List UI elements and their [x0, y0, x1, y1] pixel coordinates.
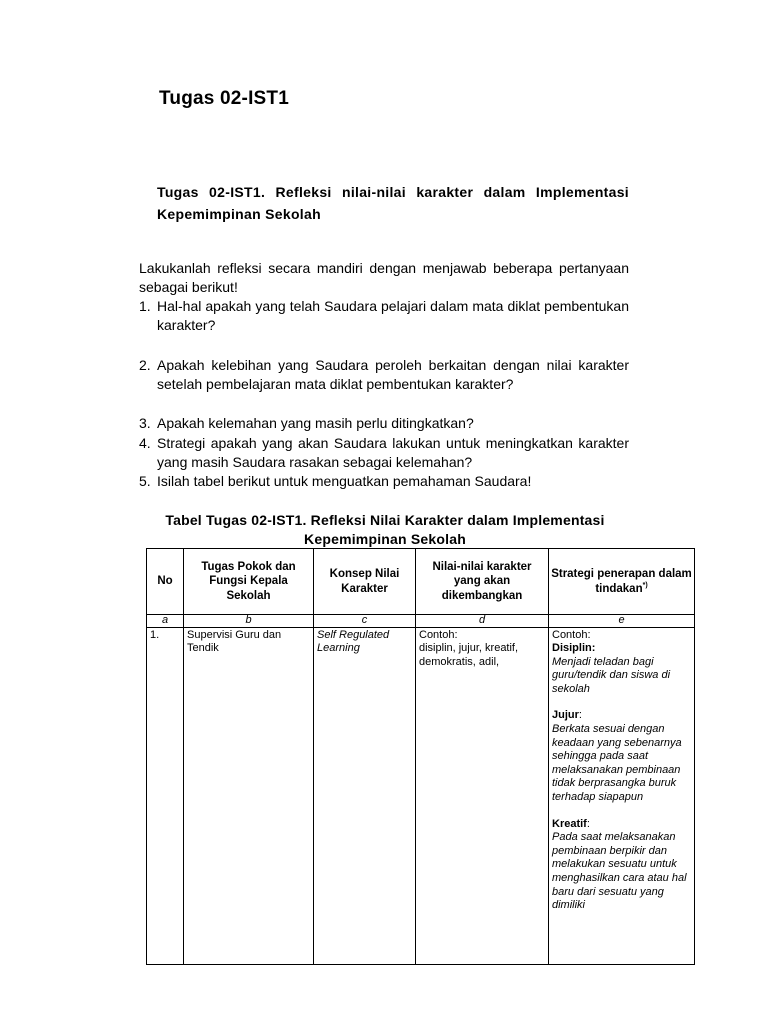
- cell-nilai: [416, 627, 549, 964]
- question-number: 5.: [139, 473, 151, 489]
- header-konsep: Konsep Nilai Karakter: [314, 549, 416, 615]
- letter-cell: e: [549, 615, 695, 628]
- header-strategi-label: Strategi penerapan dalam tindakan: [551, 568, 692, 595]
- reflection-table: [146, 548, 695, 965]
- table-title: Tabel Tugas 02-IST1. Refleksi Nilai Karakter dalam Implementasi Kepemimpinan Sekolah: [165, 512, 605, 547]
- question-number: 2.: [139, 357, 151, 373]
- question-text: Isilah tabel berikut untuk menguatkan pemahaman Saudara!: [157, 473, 532, 489]
- intro-text: Lakukanlah refleksi secara mandiri dengan menjawab beberapa pertanyaan sebagai berikut!: [139, 260, 629, 295]
- question-text: Apakah kelemahan yang masih perlu ditingkatkan?: [157, 415, 474, 431]
- question-text: Apakah kelebihan yang Saudara peroleh berkaitan dengan nilai karakter setelah pembelajaran mata diklat pembentukan karakter?: [157, 357, 629, 392]
- question-5: [139, 472, 629, 491]
- question-2: [139, 356, 629, 394]
- spacer: [552, 696, 691, 709]
- header-nilai: Nilai-nilai karakter yang akan dikembangkan: [416, 549, 549, 615]
- header-tugas: Tugas Pokok dan Fungsi Kepala Sekolah: [184, 549, 314, 615]
- header-no: No: [147, 549, 184, 615]
- cell-tugas: Supervisi Guru dan Tendik: [184, 627, 314, 964]
- question-3: [139, 414, 629, 433]
- cell-strategi: [549, 627, 695, 964]
- kreatif-title: Kreatif: [552, 817, 587, 830]
- nilai-text: disiplin, jujur, kreatif, demokratis, adil,: [419, 642, 519, 668]
- letter-cell: d: [416, 615, 549, 628]
- question-number: 4.: [139, 435, 151, 451]
- cell-no: 1.: [147, 627, 184, 964]
- kreatif-heading: [552, 818, 691, 832]
- jujur-title: Jujur: [552, 709, 579, 722]
- question-4: [139, 434, 629, 472]
- document-subtitle: Tugas 02-IST1. Refleksi nilai-nilai karakter dalam Implementasi Kepemimpinan Sekolah: [157, 184, 629, 222]
- jujur-heading: [552, 709, 691, 723]
- cell-konsep: Self Regulated Learning: [314, 627, 416, 964]
- question-1: [139, 297, 629, 335]
- question-number: 1.: [139, 298, 151, 314]
- document-title: Tugas 02-IST1: [159, 88, 290, 109]
- jujur-text: Berkata sesuai dengan keadaan yang sebenarnya sehingga pada saat melaksanakan pembinaan tidak berprasangka buruk terhadap siapapun: [552, 723, 682, 804]
- kreatif-text: Pada saat melaksanakan pembinaan berpikir dan melakukan sesuatu untuk menghasilkan cara atau hal baru dari sesuatu yang dimiliki: [552, 831, 687, 912]
- letter-cell: c: [314, 615, 416, 628]
- question-text: Hal-hal apakah yang telah Saudara pelajari dalam mata diklat pembentukan karakter?: [157, 298, 629, 333]
- disiplin-title: Disiplin:: [552, 642, 596, 655]
- kreatif-colon: :: [586, 817, 590, 830]
- disiplin-text: Menjadi teladan bagi guru/tendik dan siswa di sekolah: [552, 655, 671, 695]
- table-header-row: [147, 549, 695, 615]
- nilai-label: Contoh:: [419, 628, 458, 641]
- question-number: 3.: [139, 415, 151, 431]
- spacer: [552, 805, 691, 818]
- letter-cell: b: [184, 615, 314, 628]
- table-letter-row: [147, 615, 695, 628]
- letter-cell: a: [147, 615, 184, 628]
- header-strategi: [549, 549, 695, 615]
- jujur-colon: :: [578, 709, 582, 722]
- strategi-label: Contoh:: [552, 628, 591, 641]
- footnote-marker: *): [642, 581, 648, 589]
- question-text: Strategi apakah yang akan Saudara lakukan untuk meningkatkan karakter yang masih Saudara rasakan sebagai kelemahan?: [157, 435, 629, 470]
- table-row: [147, 627, 695, 964]
